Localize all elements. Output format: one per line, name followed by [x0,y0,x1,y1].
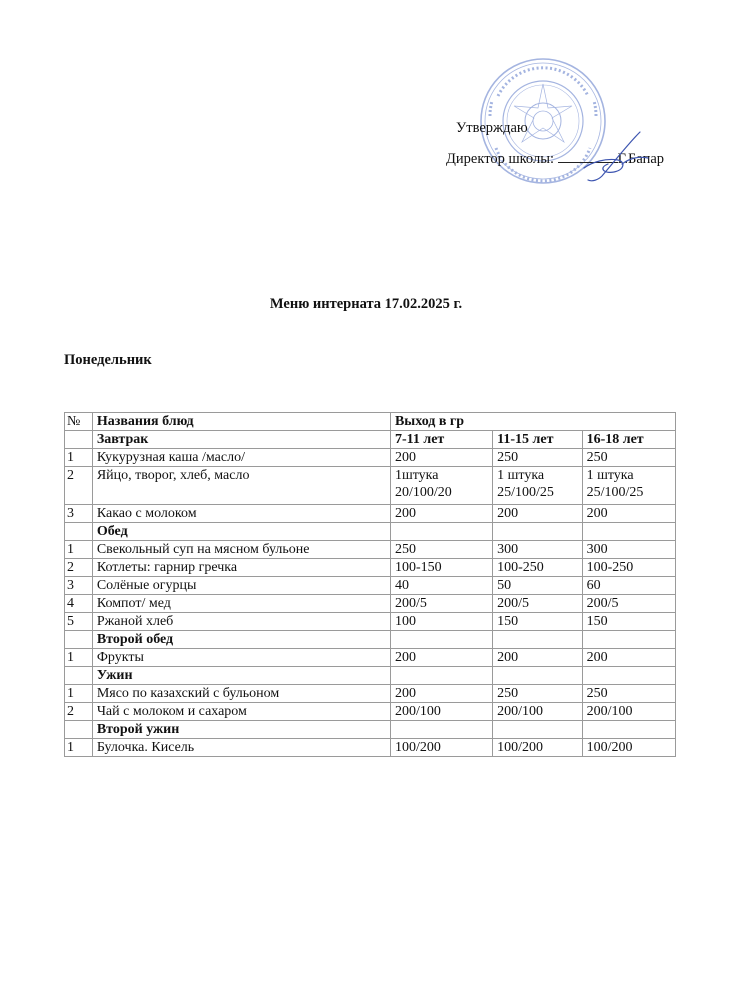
handwritten-signature-icon [578,128,656,186]
header-num: № [65,413,93,431]
portion-cell: 250 [493,685,582,703]
table-row [65,685,676,703]
portion-grams: 25/100/25 [586,485,644,500]
dish-name: Солёные огурцы [92,577,390,595]
dish-name: Чай с молоком и сахаром [92,703,390,721]
portion-cell: 300 [582,541,675,559]
age-group-header [582,667,675,685]
age-group-header [493,523,582,541]
portion-grams: 20/100/20 [394,485,452,500]
table-row [65,595,676,613]
director-label: Директор школы: [446,151,554,167]
portion-cell: 200 [493,505,582,523]
meal-section-title: Ужин [92,667,390,685]
portion-cell: 300 [493,541,582,559]
row-number: 1 [65,541,93,559]
age-group-header: 11-15 лет [493,431,582,449]
portion-grams: 25/100/25 [497,485,554,500]
portion-cell: 200 [493,649,582,667]
row-number: 3 [65,505,93,523]
row-number: 2 [65,703,93,721]
table-row [65,649,676,667]
table-row [65,559,676,577]
row-number: 1 [65,649,93,667]
portion-cell: 150 [582,613,675,631]
age-group-header: 7-11 лет [390,431,492,449]
header-dish-name: Названия блюд [92,413,390,431]
approval-label: Утверждаю [456,120,528,136]
row-number [65,721,93,739]
portion-cell: 200 [390,649,492,667]
portion-cell: 100 [390,613,492,631]
portion-cell: 100-150 [390,559,492,577]
portion-cell: 200/100 [493,703,582,721]
portion-cell: 200 [582,649,675,667]
dish-name: Какао с молоком [92,505,390,523]
table-row [65,449,676,467]
age-group-header [390,667,492,685]
meal-section-title: Завтрак [92,431,390,449]
dish-name: Котлеты: гарнир гречка [92,559,390,577]
table-row [65,739,676,757]
table-section-row [65,667,676,685]
age-group-header [493,667,582,685]
age-group-header: 16-18 лет [582,431,675,449]
age-group-header [493,631,582,649]
portion-cell [582,467,675,505]
dish-name: Кукурузная каша /масло/ [92,449,390,467]
portion-cell: 250 [582,685,675,703]
dish-name: Булочка. Кисель [92,739,390,757]
portion-cell [390,467,492,505]
table-section-row [65,431,676,449]
page-title: Меню интерната 17.02.2025 г. [269,296,463,312]
row-number [65,431,93,449]
table-header-row [65,413,676,431]
table-row [65,467,676,505]
row-number [65,667,93,685]
age-group-header [390,523,492,541]
age-group-header [390,631,492,649]
row-number: 1 [65,685,93,703]
director-name: Г.Бапар [617,151,665,167]
menu-table [64,412,676,757]
table-row [65,541,676,559]
portion-count: 1штука [394,468,439,483]
table-row [65,505,676,523]
portion-cell: 250 [390,541,492,559]
portion-cell: 100/200 [493,739,582,757]
dish-name: Компот/ мед [92,595,390,613]
portion-cell: 200 [582,505,675,523]
day-label: Понедельник [64,352,152,368]
age-group-header [582,721,675,739]
row-number [65,631,93,649]
row-number: 2 [65,467,93,505]
dish-name: Яйцо, творог, хлеб, масло [92,467,390,505]
dish-name: Фрукты [92,649,390,667]
row-number: 3 [65,577,93,595]
row-number: 2 [65,559,93,577]
meal-section-title: Второй ужин [92,721,390,739]
table-row [65,577,676,595]
age-group-header [390,721,492,739]
portion-cell: 200/5 [582,595,675,613]
dish-name: Ржаной хлеб [92,613,390,631]
portion-cell: 100-250 [582,559,675,577]
row-number: 1 [65,739,93,757]
portion-cell: 100/200 [582,739,675,757]
portion-cell: 200/5 [390,595,492,613]
meal-section-title: Обед [92,523,390,541]
portion-cell: 40 [390,577,492,595]
dish-name: Свекольный суп на мясном бульоне [92,541,390,559]
portion-count: 1 штука [586,468,634,483]
portion-count: 1 штука [497,468,545,483]
age-group-header [582,523,675,541]
dish-name: Мясо по казахский с бульоном [92,685,390,703]
portion-cell: 250 [582,449,675,467]
portion-cell: 200 [390,505,492,523]
row-number: 5 [65,613,93,631]
meal-section-title: Второй обед [92,631,390,649]
portion-cell: 150 [493,613,582,631]
row-number: 1 [65,449,93,467]
row-number [65,523,93,541]
portion-cell: 250 [493,449,582,467]
portion-cell: 50 [493,577,582,595]
table-section-row [65,523,676,541]
portion-cell: 200 [390,449,492,467]
portion-cell: 100-250 [493,559,582,577]
row-number: 4 [65,595,93,613]
portion-cell: 200/5 [493,595,582,613]
age-group-header [493,721,582,739]
portion-cell: 200/100 [582,703,675,721]
table-section-row [65,631,676,649]
portion-cell [493,467,582,505]
header-output: Выход в гр [390,413,675,431]
portion-cell: 200 [390,685,492,703]
table-row [65,703,676,721]
table-section-row [65,721,676,739]
portion-cell: 60 [582,577,675,595]
portion-cell: 200/100 [390,703,492,721]
table-row [65,613,676,631]
age-group-header [582,631,675,649]
portion-cell: 100/200 [390,739,492,757]
